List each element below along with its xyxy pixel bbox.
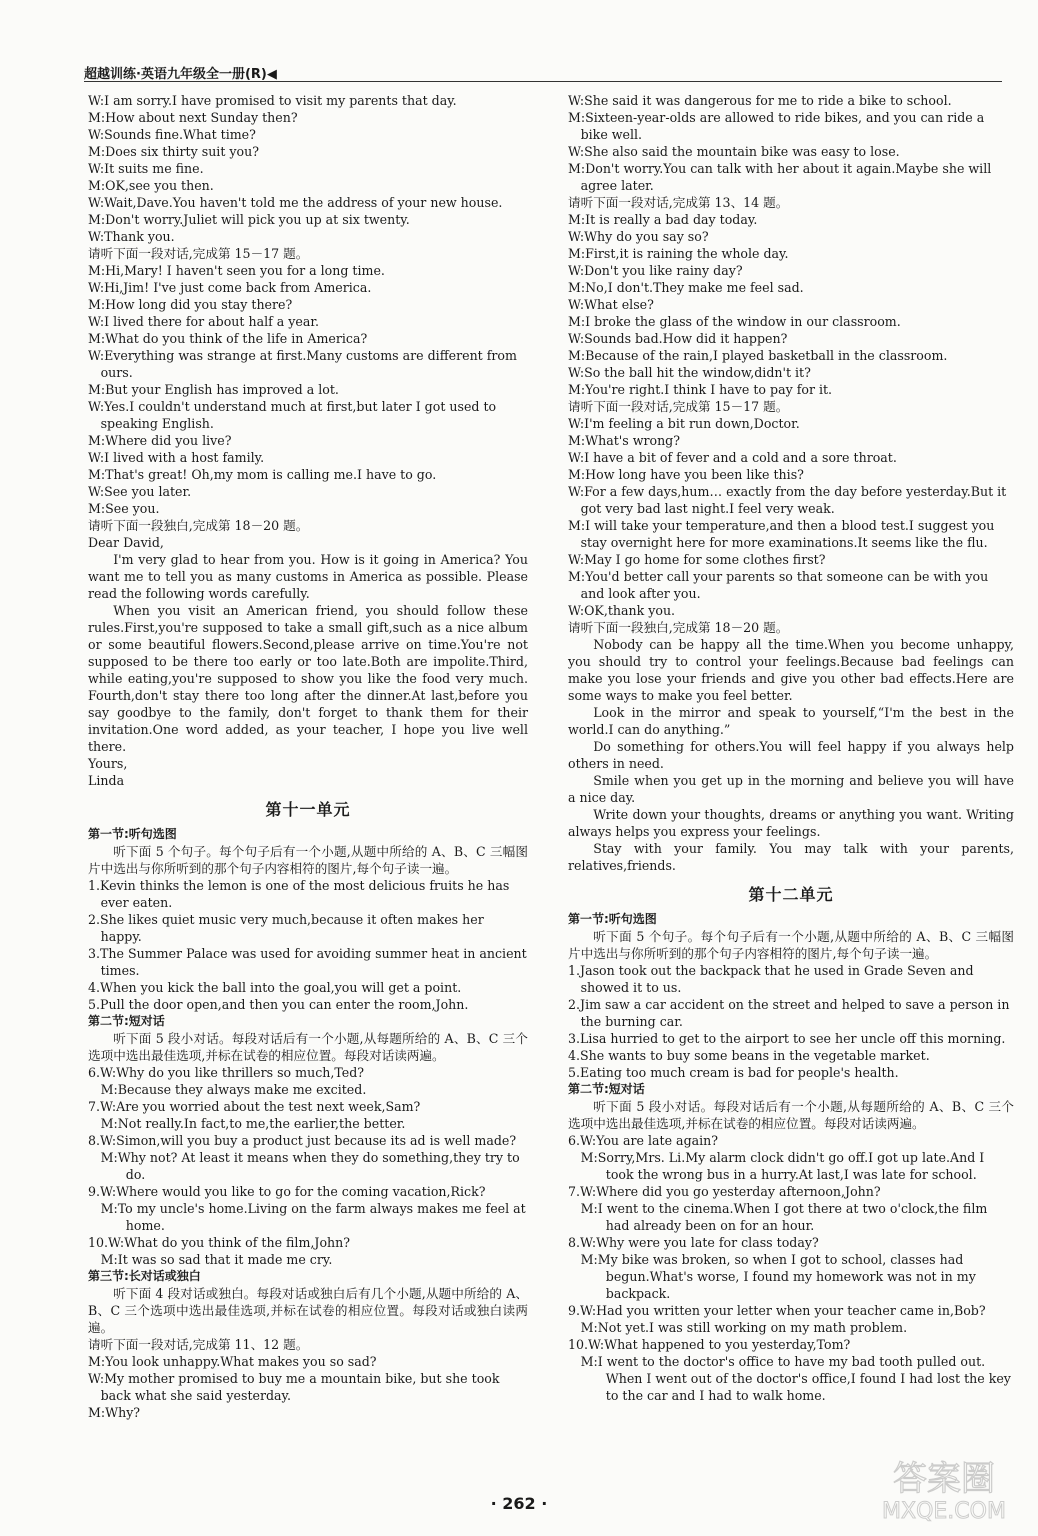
text-line: W:Wait,Dave.You haven't told me the address of your new house. <box>88 195 503 210</box>
text-line: 7.W:Are you worried about the test next week,Sam? <box>88 1099 421 1114</box>
text-line: W:I lived with a host family. <box>88 450 265 465</box>
text-line: 4.She wants to buy some beans in the vegetable market. <box>568 1048 930 1063</box>
text-line: W:My mother promised to buy me a mountain bike, but she took back what she said yesterday. <box>88 1371 500 1403</box>
text-line: 2.She likes quiet music very much,because it often makes her happy. <box>88 912 484 944</box>
text-line: M:I went to the doctor's office to have my bad tooth pulled out. When I went out of the doctor's office,I found I had lost the key to the car and I had to walk home. <box>580 1354 1011 1403</box>
text-line: W:OK,thank you. <box>568 603 676 618</box>
section-heading: 第一节:听句选图 <box>88 827 177 841</box>
left-column <box>88 92 528 1421</box>
text-line: W:She said it was dangerous for me to ride a bike to school. <box>568 93 952 108</box>
text-line: W:Yes.I couldn't understand much at first,but later I got used to speaking English. <box>88 399 497 431</box>
text-line: M:Why not? At least it means when they do something,they try to do. <box>100 1150 520 1182</box>
text-line: 2.Jim saw a car accident on the street and helped to save a person in the burning car. <box>568 997 1010 1029</box>
text-line: Stay with your family. You may talk with your parents, relatives,friends. <box>568 841 1014 873</box>
text-line: 1.Kevin thinks the lemon is one of the most delicious fruits he has ever eaten. <box>88 878 510 910</box>
text-line: W:Everything was strange at first.Many customs are different from ours. <box>88 348 517 380</box>
text-line: 6.W:You are late again? <box>568 1133 719 1148</box>
text-line: M:How about next Sunday then? <box>88 110 298 125</box>
text-line: W:So the ball hit the window,didn't it? <box>568 365 811 380</box>
text-line: W:Sounds bad.How did it happen? <box>568 331 788 346</box>
text-line: W:Sounds fine.What time? <box>88 127 256 142</box>
text-line: W:What else? <box>568 297 654 312</box>
text-line: 6.W:Why do you like thrillers so much,Ted? <box>88 1065 365 1080</box>
text-line: M:Not yet.I was still working on my math problem. <box>580 1320 908 1335</box>
page-number: · 262 · <box>490 1494 548 1513</box>
text-line: 请听下面一段对话,完成第 15－17 题。 <box>88 246 309 261</box>
text-line: 10.W:What do you think of the film,John? <box>88 1235 351 1250</box>
text-line: M:What's wrong? <box>568 433 680 448</box>
text-line: I'm very glad to hear from you. How is it going in America? You want me to tell you as many customs in America as possible. Please read the following words carefully. <box>88 552 528 601</box>
text-line: W:I have a bit of fever and a cold and a sore throat. <box>568 450 897 465</box>
text-line: M:You're right.I think I have to pay for it. <box>568 382 833 397</box>
text-line: W:Don't you like rainy day? <box>568 263 743 278</box>
text-line: W:For a few days,hum… exactly from the day before yesterday.But it got very bad last night.I feel very weak. <box>568 484 1007 516</box>
page-header <box>84 63 277 82</box>
text-line: 听下面 5 个句子。每个句子后有一个小题,从题中所给的 A、B、C 三幅图片中选出与你所听到的那个句子内容相符的图片,每个句子读一遍。 <box>568 929 1014 961</box>
text-line: M:Don't worry.Juliet will pick you up at six twenty. <box>88 212 410 227</box>
text-line: M:You look unhappy.What makes you so sad? <box>88 1354 377 1369</box>
text-line: Yours, <box>88 756 128 771</box>
text-line: 听下面 5 个句子。每个句子后有一个小题,从题中所给的 A、B、C 三幅图片中选出与你所听到的那个句子内容相符的图片,每个句子读一遍。 <box>88 844 528 876</box>
text-line: W:Why do you say so? <box>568 229 709 244</box>
text-line: 请听下面一段对话,完成第 13、14 题。 <box>568 195 789 210</box>
text-line: W:Thank you. <box>88 229 175 244</box>
text-line: M:I broke the glass of the window in our classroom. <box>568 314 901 329</box>
text-line: 听下面 4 段对话或独白。每段对话或独白后有几个小题,从题中所给的 A、B、C 三个选项中选出最佳选项,并标在试卷的相应位置。每段对话或独白读两遍。 <box>88 1286 528 1335</box>
right-column <box>568 92 1014 1404</box>
text-line: M:Sixteen-year-olds are allowed to ride bikes, and you can ride a bike well. <box>568 110 985 142</box>
text-line: W:I am sorry.I have promised to visit my parents that day. <box>88 93 457 108</box>
text-line: 8.W:Simon,will you buy a product just because its ad is well made? <box>88 1133 517 1148</box>
text-line: M:How long have you been like this? <box>568 467 804 482</box>
text-line: 5.Eating too much cream is bad for people's health. <box>568 1065 899 1080</box>
text-line: M:Where did you live? <box>88 433 232 448</box>
header-divider <box>84 81 1002 82</box>
text-line: M:What do you think of the life in America? <box>88 331 368 346</box>
text-line: W:Hi,Jim! I've just come back from America. <box>88 280 372 295</box>
text-line: M:I will take your temperature,and then a blood test.I suggest you stay overnight here for more examinations.It seems like the flu. <box>568 518 995 550</box>
text-line: M:Not really.In fact,to me,the earlier,the better. <box>100 1116 406 1131</box>
text-line: 9.W:Had you written your letter when your teacher came in,Bob? <box>568 1303 986 1318</box>
section-heading: 第一节:听句选图 <box>568 912 657 926</box>
text-line: 请听下面一段对话,完成第 15－17 题。 <box>568 399 789 414</box>
text-line: 3.The Summer Palace was used for avoiding summer heat in ancient times. <box>88 946 527 978</box>
text-line: 7.W:Where did you go yesterday afternoon,John? <box>568 1184 881 1199</box>
text-line: M:It is really a bad day today. <box>568 212 758 227</box>
text-line: W:May I go home for some clothes first? <box>568 552 826 567</box>
text-line: Do something for others.You will feel happy if you always help others in need. <box>568 739 1014 771</box>
text-line: Nobody can be happy all the time.When you become unhappy, you should try to control your feelings.Because bad feelings can make you lose your friends and give you other bad effects.Here are some ways to make you feel better. <box>568 637 1014 703</box>
text-line: M:Hi,Mary! I haven't seen you for a long time. <box>88 263 385 278</box>
text-line: M:But your English has improved a lot. <box>88 382 339 397</box>
text-line: M:First,it is raining the whole day. <box>568 246 789 261</box>
text-line: M:Don't worry.You can talk with her about it again.Maybe she will agree later. <box>568 161 992 193</box>
text-line: Look in the mirror and speak to yourself,“I'm the best in the world.I can do anything.” <box>568 705 1014 737</box>
text-line: When you visit an American friend, you should follow these rules.First,you're supposed to take a small gift,such as a nice album or some beautiful flowers.Second,please arrive on time.You're not supposed to be there too early or too late.Both are impolite.Third, while eating,you're supposed to show you like the food very much. Fourth,don't stay there too long after the dinner.At last,before you say goodbye to the family, don't forget to thank them for their invitation.One word added, as your teacher, I hope you live well there. <box>88 603 528 754</box>
text-line: 3.Lisa hurried to get to the airport to see her uncle off this morning. <box>568 1031 1006 1046</box>
text-line: 请听下面一段独白,完成第 18－20 题。 <box>88 518 309 533</box>
text-line: 5.Pull the door open,and then you can enter the room,John. <box>88 997 469 1012</box>
text-line: M:It was so sad that it made me cry. <box>100 1252 333 1267</box>
text-line: M:OK,see you then. <box>88 178 214 193</box>
text-line: 听下面 5 段小对话。每段对话后有一个小题,从每题所给的 A、B、C 三个选项中选出最佳选项,并标在试卷的相应位置。每段对话读两遍。 <box>88 1031 528 1063</box>
section-heading: 第二节:短对话 <box>88 1014 165 1028</box>
text-line: M:You'd better call your parents so that someone can be with you and look after you. <box>568 569 989 601</box>
text-line: M:Why? <box>88 1405 141 1420</box>
text-line: Smile when you get up in the morning and believe you will have a nice day. <box>568 773 1014 805</box>
text-line: M:Because they always make me excited. <box>100 1082 367 1097</box>
text-line: W:See you later. <box>88 484 192 499</box>
text-line: M:Sorry,Mrs. Li.My alarm clock didn't go off.I got up late.And I took the wrong bus in a hurry.At last,I was late for school. <box>580 1150 985 1182</box>
text-line: M:My bike was broken, so when I got to school, classes had begun.What's worse, I found my homework was not in my backpack. <box>580 1252 976 1301</box>
text-line: M:Does six thirty suit you? <box>88 144 259 159</box>
text-line: 8.W:Why were you late for class today? <box>568 1235 819 1250</box>
unit-heading: 第十二单元 <box>748 885 834 904</box>
text-line: 10.W:What happened to you yesterday,Tom? <box>568 1337 851 1352</box>
unit-heading: 第十一单元 <box>265 800 351 819</box>
text-line: M:Because of the rain,I played basketball in the classroom. <box>568 348 948 363</box>
text-line: W:I'm feeling a bit run down,Doctor. <box>568 416 800 431</box>
text-line: W:She also said the mountain bike was easy to lose. <box>568 144 900 159</box>
text-line: M:How long did you stay there? <box>88 297 293 312</box>
header-marker: ◀ <box>266 67 277 82</box>
header-title: 超越训练·英语九年级全一册(R) <box>84 67 267 82</box>
text-line: 1.Jason took out the backpack that he used in Grade Seven and showed it to us. <box>568 963 974 995</box>
text-line: M:No,I don't.They make me feel sad. <box>568 280 804 295</box>
text-line: 4.When you kick the ball into the goal,you will get a point. <box>88 980 462 995</box>
text-line: M:To my uncle's home.Living on the farm always makes me feel at home. <box>100 1201 526 1233</box>
text-line: M:I went to the cinema.When I got there at two o'clock,the film had already been on for an hour. <box>580 1201 988 1233</box>
text-line: M:See you. <box>88 501 160 516</box>
watermark-line2: MXQE.COM <box>882 1499 1006 1524</box>
watermark-logo <box>864 1450 1024 1526</box>
text-line: 听下面 5 段小对话。每段对话后有一个小题,从每题所给的 A、B、C 三个选项中选出最佳选项,并标在试卷的相应位置。每段对话读两遍。 <box>568 1099 1014 1131</box>
text-line: 9.W:Where would you like to go for the coming vacation,Rick? <box>88 1184 486 1199</box>
text-line: Dear David, <box>88 535 164 550</box>
text-line: 请听下面一段对话,完成第 11、12 题。 <box>88 1337 309 1352</box>
watermark-line1: 答案圈 <box>893 1459 995 1499</box>
text-line: W:It suits me fine. <box>88 161 204 176</box>
section-heading: 第二节:短对话 <box>568 1082 645 1096</box>
text-line: M:That's great! Oh,my mom is calling me.I have to go. <box>88 467 437 482</box>
section-heading: 第三节:长对话或独白 <box>88 1269 201 1283</box>
text-line: 请听下面一段独白,完成第 18－20 题。 <box>568 620 789 635</box>
text-line: Write down your thoughts, dreams or anything you want. Writing always helps you express your feelings. <box>568 807 1014 839</box>
text-line: W:I lived there for about half a year. <box>88 314 319 329</box>
text-line: Linda <box>88 773 125 788</box>
